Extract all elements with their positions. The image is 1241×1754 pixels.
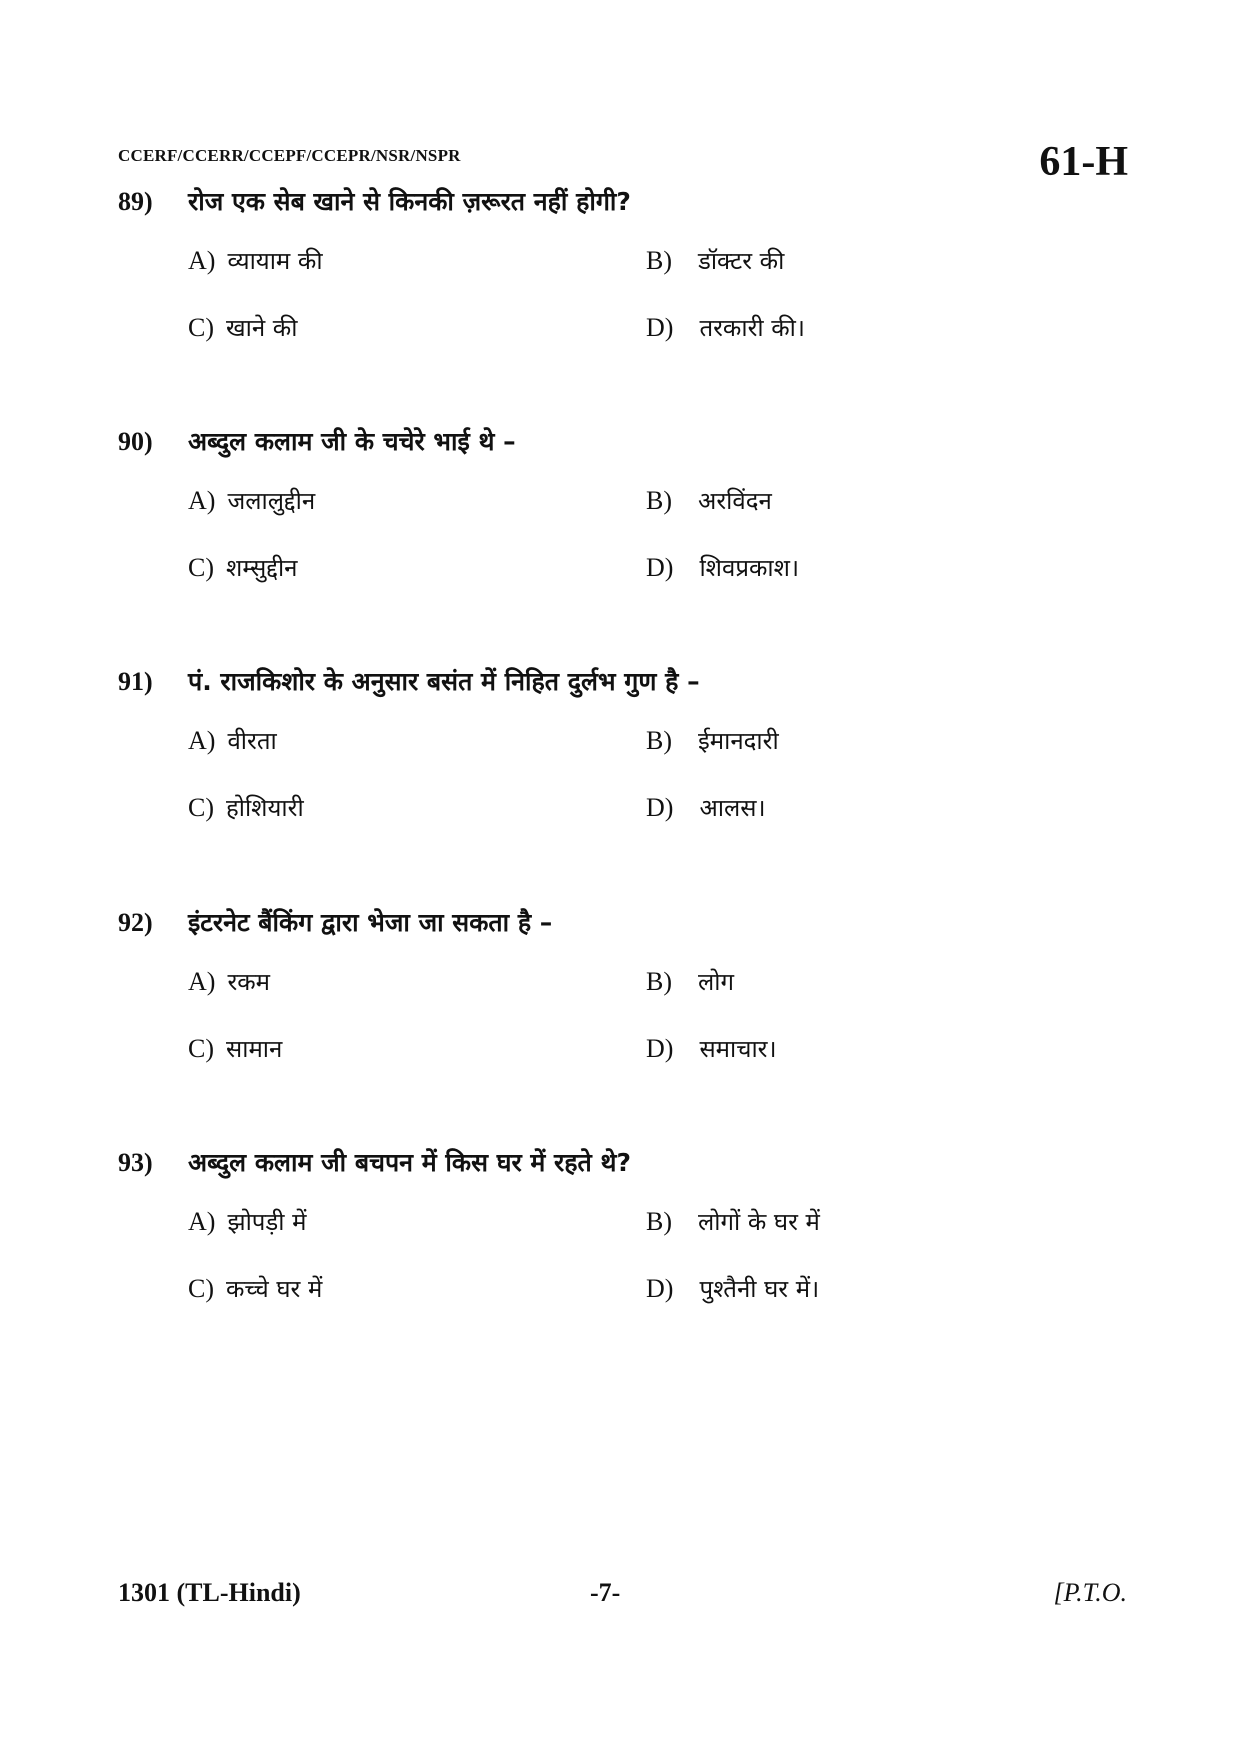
option-key: B) (646, 967, 672, 996)
option-text: पुश्तैनी घर में। (699, 1275, 820, 1303)
question-92 (118, 905, 1128, 1099)
option-a (188, 965, 646, 998)
question-text: अब्दुल कलाम जी के चचेरे भाई थे – (188, 427, 516, 456)
option-b (646, 724, 1104, 757)
option-a (188, 724, 646, 757)
option-text: तरकारी की। (699, 314, 805, 342)
option-key: C) (188, 1274, 214, 1303)
option-key: C) (188, 793, 214, 822)
option-text: शम्सुद्दीन (226, 554, 298, 582)
question-number: 90) (118, 427, 153, 456)
question-number: 91) (118, 667, 153, 696)
option-key: D) (646, 1274, 674, 1303)
question-number: 92) (118, 908, 153, 937)
option-key: A) (188, 246, 216, 275)
option-text: लोग (698, 968, 734, 996)
option-text: शिवप्रकाश। (699, 554, 800, 582)
question-text: पं. राजकिशोर के अनुसार बसंत में निहित दुर्लभ गुण है – (188, 667, 700, 696)
option-text: वीरता (227, 727, 277, 755)
option-text: ईमानदारी (698, 727, 779, 755)
option-c (188, 791, 646, 824)
question-number: 93) (118, 1148, 153, 1177)
question-90 (118, 424, 1128, 618)
option-key: C) (188, 553, 214, 582)
question-text: रोज एक सेब खाने से किनकी ज़रूरत नहीं होगी? (188, 187, 631, 216)
option-a (188, 484, 646, 517)
option-text: जलालुद्दीन (227, 487, 316, 515)
option-c (188, 1032, 646, 1065)
option-c (188, 551, 646, 584)
option-b (646, 484, 1104, 517)
option-d (646, 551, 1104, 584)
footer-page-number: -7- (590, 1578, 621, 1607)
option-d (646, 1272, 1104, 1305)
option-text: कच्चे घर में (226, 1275, 323, 1303)
option-c (188, 1272, 646, 1305)
option-key: D) (646, 553, 674, 582)
question-text: इंटरनेट बैंकिंग द्वारा भेजा जा सकता है – (188, 908, 553, 937)
options (188, 965, 1128, 1099)
option-text: खाने की (226, 314, 298, 342)
question-text: अब्दुल कलाम जी बचपन में किस घर में रहते थे? (188, 1148, 631, 1177)
option-c (188, 311, 646, 344)
options (188, 244, 1128, 378)
question-89 (118, 184, 1128, 378)
question-91 (118, 664, 1128, 858)
options (188, 724, 1128, 858)
option-text: अरविंदन (698, 487, 772, 515)
option-key: B) (646, 1207, 672, 1236)
option-key: A) (188, 486, 216, 515)
option-key: B) (646, 486, 672, 515)
option-text: समाचार। (699, 1035, 777, 1063)
option-key: D) (646, 1034, 674, 1063)
option-key: A) (188, 1207, 216, 1236)
option-text: लोगों के घर में (698, 1208, 820, 1236)
option-key: A) (188, 726, 216, 755)
options (188, 1205, 1128, 1339)
option-key: A) (188, 967, 216, 996)
option-text: व्यायाम की (227, 247, 323, 275)
option-a (188, 244, 646, 277)
option-a (188, 1205, 646, 1238)
header-codes: CCERF/CCERR/CCEPF/CCEPR/NSR/NSPR (118, 146, 461, 165)
option-text: सामान (226, 1035, 283, 1063)
option-text: होशियारी (226, 794, 304, 822)
paper-code: 61-H (1039, 139, 1128, 185)
option-key: D) (646, 313, 674, 342)
option-text: आलस। (699, 794, 766, 822)
option-b (646, 1205, 1104, 1238)
option-key: C) (188, 1034, 214, 1063)
option-d (646, 311, 1104, 344)
option-key: D) (646, 793, 674, 822)
option-d (646, 791, 1104, 824)
options (188, 484, 1128, 618)
option-d (646, 1032, 1104, 1065)
question-93 (118, 1145, 1128, 1339)
footer-subject: 1301 (TL-Hindi) (118, 1578, 301, 1607)
option-text: रकम (227, 968, 271, 996)
footer-pto: [P.T.O. (1053, 1578, 1127, 1607)
option-text: डॉक्टर की (698, 247, 785, 275)
option-key: B) (646, 726, 672, 755)
question-number: 89) (118, 187, 153, 216)
option-b (646, 965, 1104, 998)
option-b (646, 244, 1104, 277)
option-text: झोपड़ी में (227, 1208, 307, 1236)
option-key: B) (646, 246, 672, 275)
option-key: C) (188, 313, 214, 342)
